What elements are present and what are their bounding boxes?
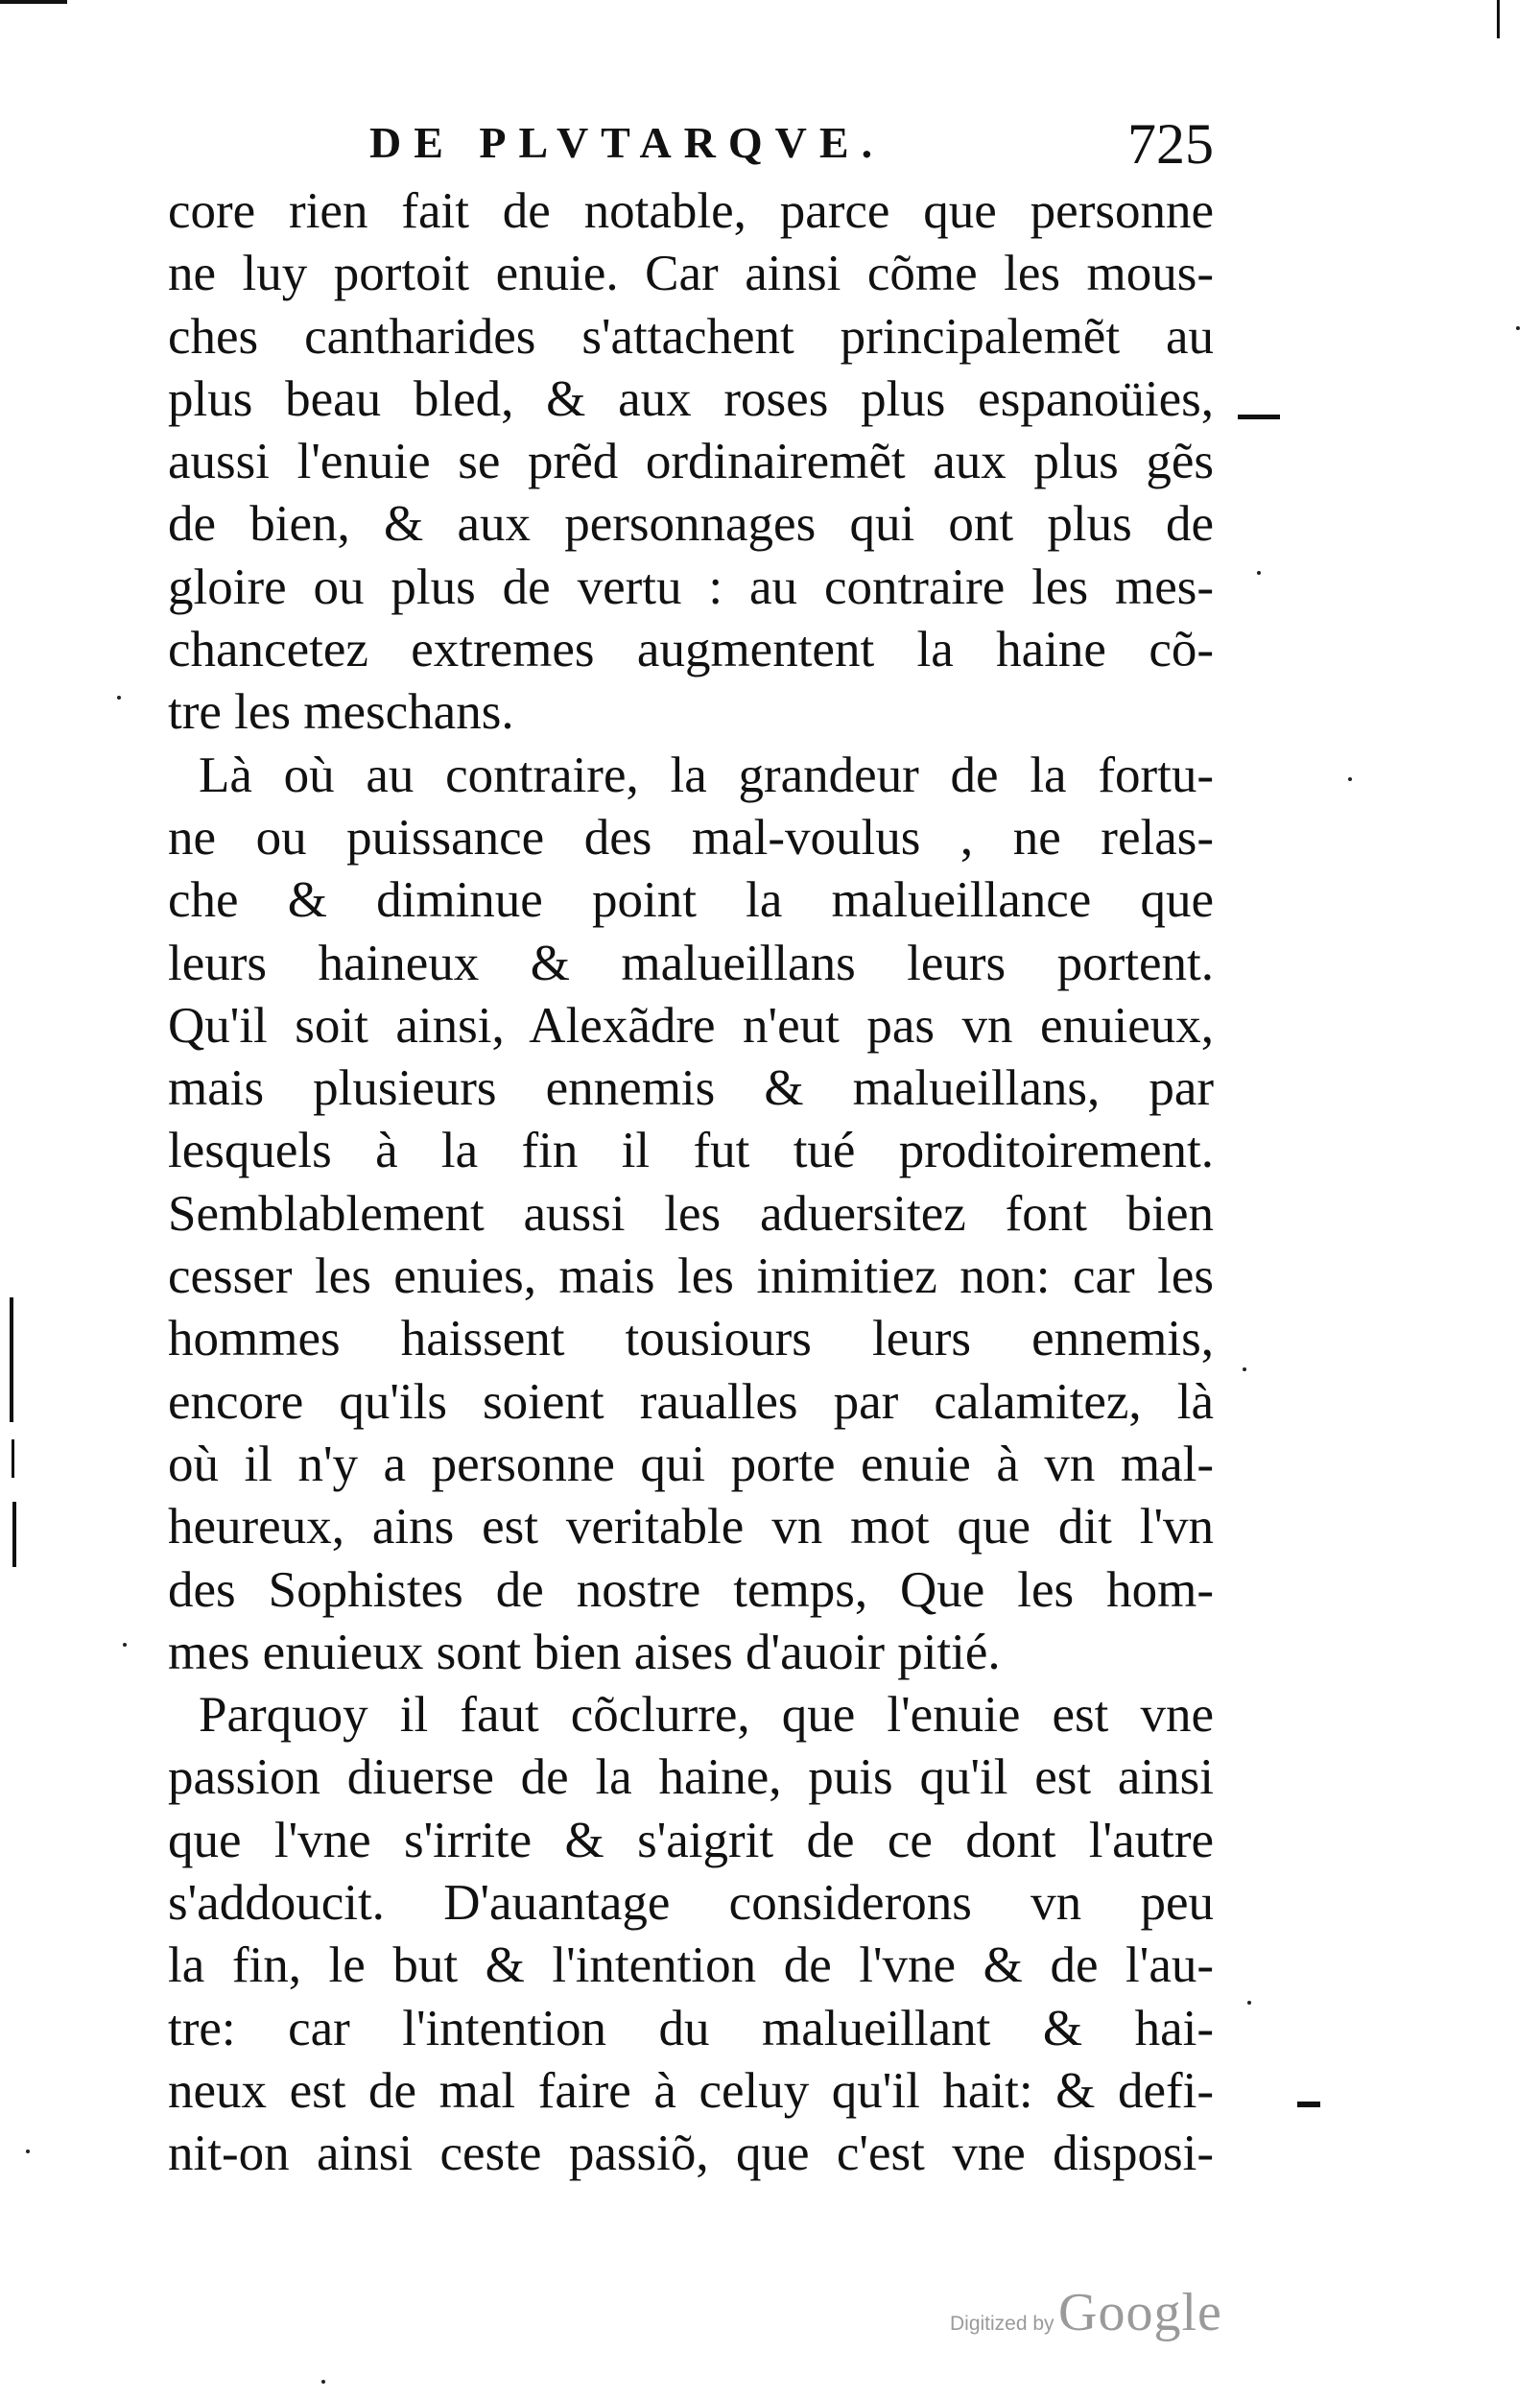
speck (1516, 326, 1520, 330)
paragraph-2 (168, 745, 1214, 1684)
text-line: lesquels à la fin il fut tué proditoirement. (168, 1123, 1214, 1179)
body-text (168, 180, 1214, 2186)
text-line: neux est de mal faire à celuy qu'il hait: & defi- (168, 2062, 1214, 2119)
right-edge-mark (1497, 0, 1500, 38)
text-line: ne luy portoit enuie. Car ainsi cõme les mous- (168, 246, 1214, 302)
text-line: passion diuerse de la haine, puis qu'il est ainsi (168, 1749, 1214, 1806)
text-line: che & diminue point la malueillance que (168, 872, 1214, 929)
text-line: encore qu'ils soient raualles par calamitez, là (168, 1373, 1214, 1430)
margin-dash-mark (1238, 415, 1280, 419)
page-number: 725 (1127, 112, 1214, 176)
text-line: tre: car l'intention du malueillant & hai- (168, 2000, 1214, 2056)
text-line: cesser les enuies, mais les inimitiez non: car les (168, 1248, 1214, 1305)
watermark-prefix: Digitized by (950, 2313, 1054, 2335)
text-line: tre les meschans. (168, 684, 514, 741)
speck (1243, 1367, 1246, 1371)
speck (1257, 571, 1261, 575)
speck (123, 1643, 127, 1647)
text-line: s'addoucit. D'auantage considerons vn peu (168, 1875, 1214, 1932)
speck (1247, 2001, 1251, 2005)
running-title: DE PLVTARQVE. (369, 118, 886, 167)
text-line: chancetez extremes augmentent la haine cõ- (168, 622, 1214, 678)
speck (1348, 777, 1352, 781)
text-line: des Sophistes de nostre temps, Que les hom- (168, 1561, 1214, 1618)
text-line: de bien, & aux personnages qui ont plus de (168, 496, 1214, 553)
speck (321, 2380, 325, 2384)
text-line: ne ou puissance des mal-voulus , ne relas- (168, 809, 1214, 866)
text-line: aussi l'enuie se prẽd ordinairemẽt aux plus gẽs (168, 434, 1214, 490)
paragraph-3 (168, 1684, 1214, 2185)
left-edge-mark (10, 1297, 13, 1422)
text-line: nit-on ainsi ceste passiõ, que c'est vne disposi- (168, 2126, 1214, 2182)
text-line: mes enuieux sont bien aises d'auoir pitié. (168, 1624, 1001, 1680)
text-line: Semblablement aussi les aduersitez font bien (168, 1185, 1214, 1242)
margin-dash-mark (1297, 2102, 1320, 2107)
text-line: Qu'il soit ainsi, Alexãdre n'eut pas vn enuieux, (168, 997, 1214, 1054)
text-line: core rien fait de notable, parce que personne (168, 183, 1214, 239)
text-line: la fin, le but & l'intention de l'vne & de l'au- (168, 1937, 1214, 1994)
text-line: ches cantharides s'attachent principalemẽt au (168, 308, 1214, 365)
text-line: plus beau bled, & aux roses plus espanoüies, (168, 370, 1214, 427)
text-line: où il n'y a personne qui porte enuie à vn mal- (168, 1436, 1214, 1492)
paragraph-1 (168, 180, 1214, 745)
text-line: hommes haissent tousiours leurs ennemis, (168, 1311, 1214, 1367)
top-edge-mark (0, 0, 67, 4)
text-line: leurs haineux & malueillans leurs portent. (168, 935, 1214, 991)
text-line: mais plusieurs ennemis & malueillans, par (168, 1060, 1214, 1117)
google-logo: Google (1058, 2283, 1222, 2342)
text-line: Là où au contraire, la grandeur de la fortu- (199, 747, 1214, 803)
digitized-watermark (950, 2282, 1222, 2340)
text-line: Parquoy il faut cõclurre, que l'enuie est vne (199, 1687, 1214, 1744)
text-line: gloire ou plus de vertu : au contraire les mes- (168, 558, 1214, 615)
left-edge-mark (12, 1502, 16, 1567)
text-line: heureux, ains est veritable vn mot que dit l'vn (168, 1499, 1214, 1556)
left-edge-mark (12, 1439, 14, 1478)
speck (117, 696, 121, 700)
text-line: que l'vne s'irrite & s'aigrit de ce dont l'autre (168, 1812, 1214, 1868)
speck (26, 2150, 30, 2153)
running-head (168, 112, 1214, 184)
